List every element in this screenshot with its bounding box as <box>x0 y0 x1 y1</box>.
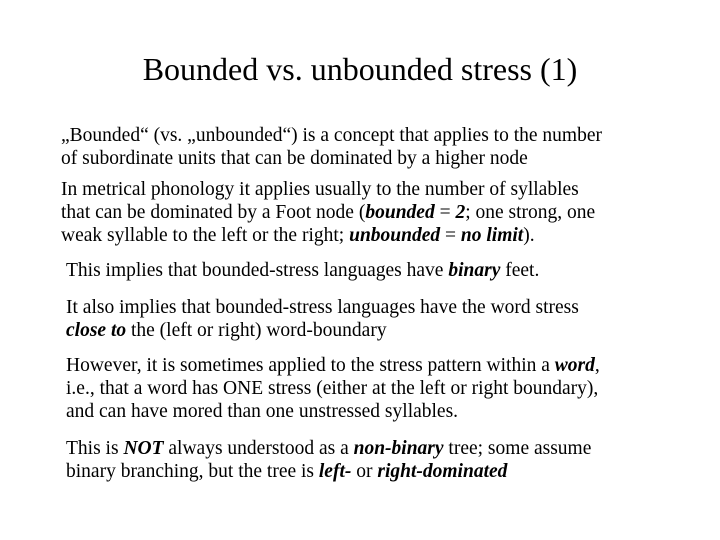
emphasis-text: non-binary <box>353 438 444 459</box>
paragraph-word-stress <box>66 354 600 423</box>
paragraph-line <box>61 224 595 247</box>
text-run: and can have mored than one unstressed syllables. <box>66 401 459 422</box>
paragraph-word-boundary <box>66 296 579 342</box>
text-run: weak syllable to the left or the right; <box>61 225 350 246</box>
paragraph-line <box>66 319 579 342</box>
text-run: i.e., that a word has ONE stress (either at the left or right boundary), <box>66 378 599 399</box>
paragraph-metrical-phonology <box>61 178 595 247</box>
slide-title: Bounded vs. unbounded stress (1) <box>142 51 578 87</box>
emphasis-text: no limit <box>460 225 524 246</box>
text-run: „Bounded“ (vs. „unbounded“) is a concept that applies to the number <box>61 125 602 146</box>
text-run: tree; some assume <box>443 438 592 459</box>
text-run: the (left or right) word-boundary <box>126 320 387 341</box>
text-run: This implies that bounded-stress languages have <box>66 260 449 281</box>
emphasis-text: 2 <box>455 202 466 223</box>
text-run: In metrical phonology it applies usually to the number of syllables <box>61 179 579 200</box>
paragraph-bounded-definition <box>61 124 602 170</box>
text-run: feet. <box>500 260 540 281</box>
paragraph-non-binary-tree <box>66 437 591 483</box>
text-run: , <box>594 355 600 376</box>
paragraph-line <box>61 124 602 147</box>
text-run: However, it is sometimes applied to the stress pattern within a <box>66 355 555 376</box>
text-run: It also implies that bounded-stress languages have the word stress <box>66 297 579 318</box>
paragraph-line <box>66 437 591 460</box>
paragraph-line <box>66 460 591 483</box>
text-run: binary branching, but the tree is <box>66 461 319 482</box>
text-run: = <box>434 202 456 223</box>
emphasis-text: bounded <box>365 202 435 223</box>
emphasis-text: unbounded <box>349 225 441 246</box>
paragraph-line <box>66 354 600 377</box>
text-run: ). <box>523 225 535 246</box>
paragraph-line <box>61 147 602 170</box>
emphasis-text: right-dominated <box>377 461 508 482</box>
emphasis-text: word <box>554 355 595 376</box>
paragraph-line <box>61 178 595 201</box>
text-run: This is <box>66 438 124 459</box>
emphasis-text: left- <box>318 461 352 482</box>
paragraph-line <box>66 377 600 400</box>
text-run: or <box>351 461 378 482</box>
text-run: of subordinate units that can be dominated by a higher node <box>61 148 528 169</box>
paragraph-line <box>61 201 595 224</box>
paragraph-line <box>66 400 600 423</box>
emphasis-text: close to <box>66 320 127 341</box>
text-run: always understood as a <box>163 438 354 459</box>
text-run: that can be dominated by a Foot node ( <box>61 202 366 223</box>
emphasis-text: binary <box>448 260 501 281</box>
paragraph-line <box>66 296 579 319</box>
text-run: ; one strong, one <box>465 202 596 223</box>
paragraph-line <box>66 259 539 282</box>
paragraph-binary-feet <box>66 259 539 282</box>
text-run: = <box>440 225 461 246</box>
emphasis-text: NOT <box>123 438 164 459</box>
